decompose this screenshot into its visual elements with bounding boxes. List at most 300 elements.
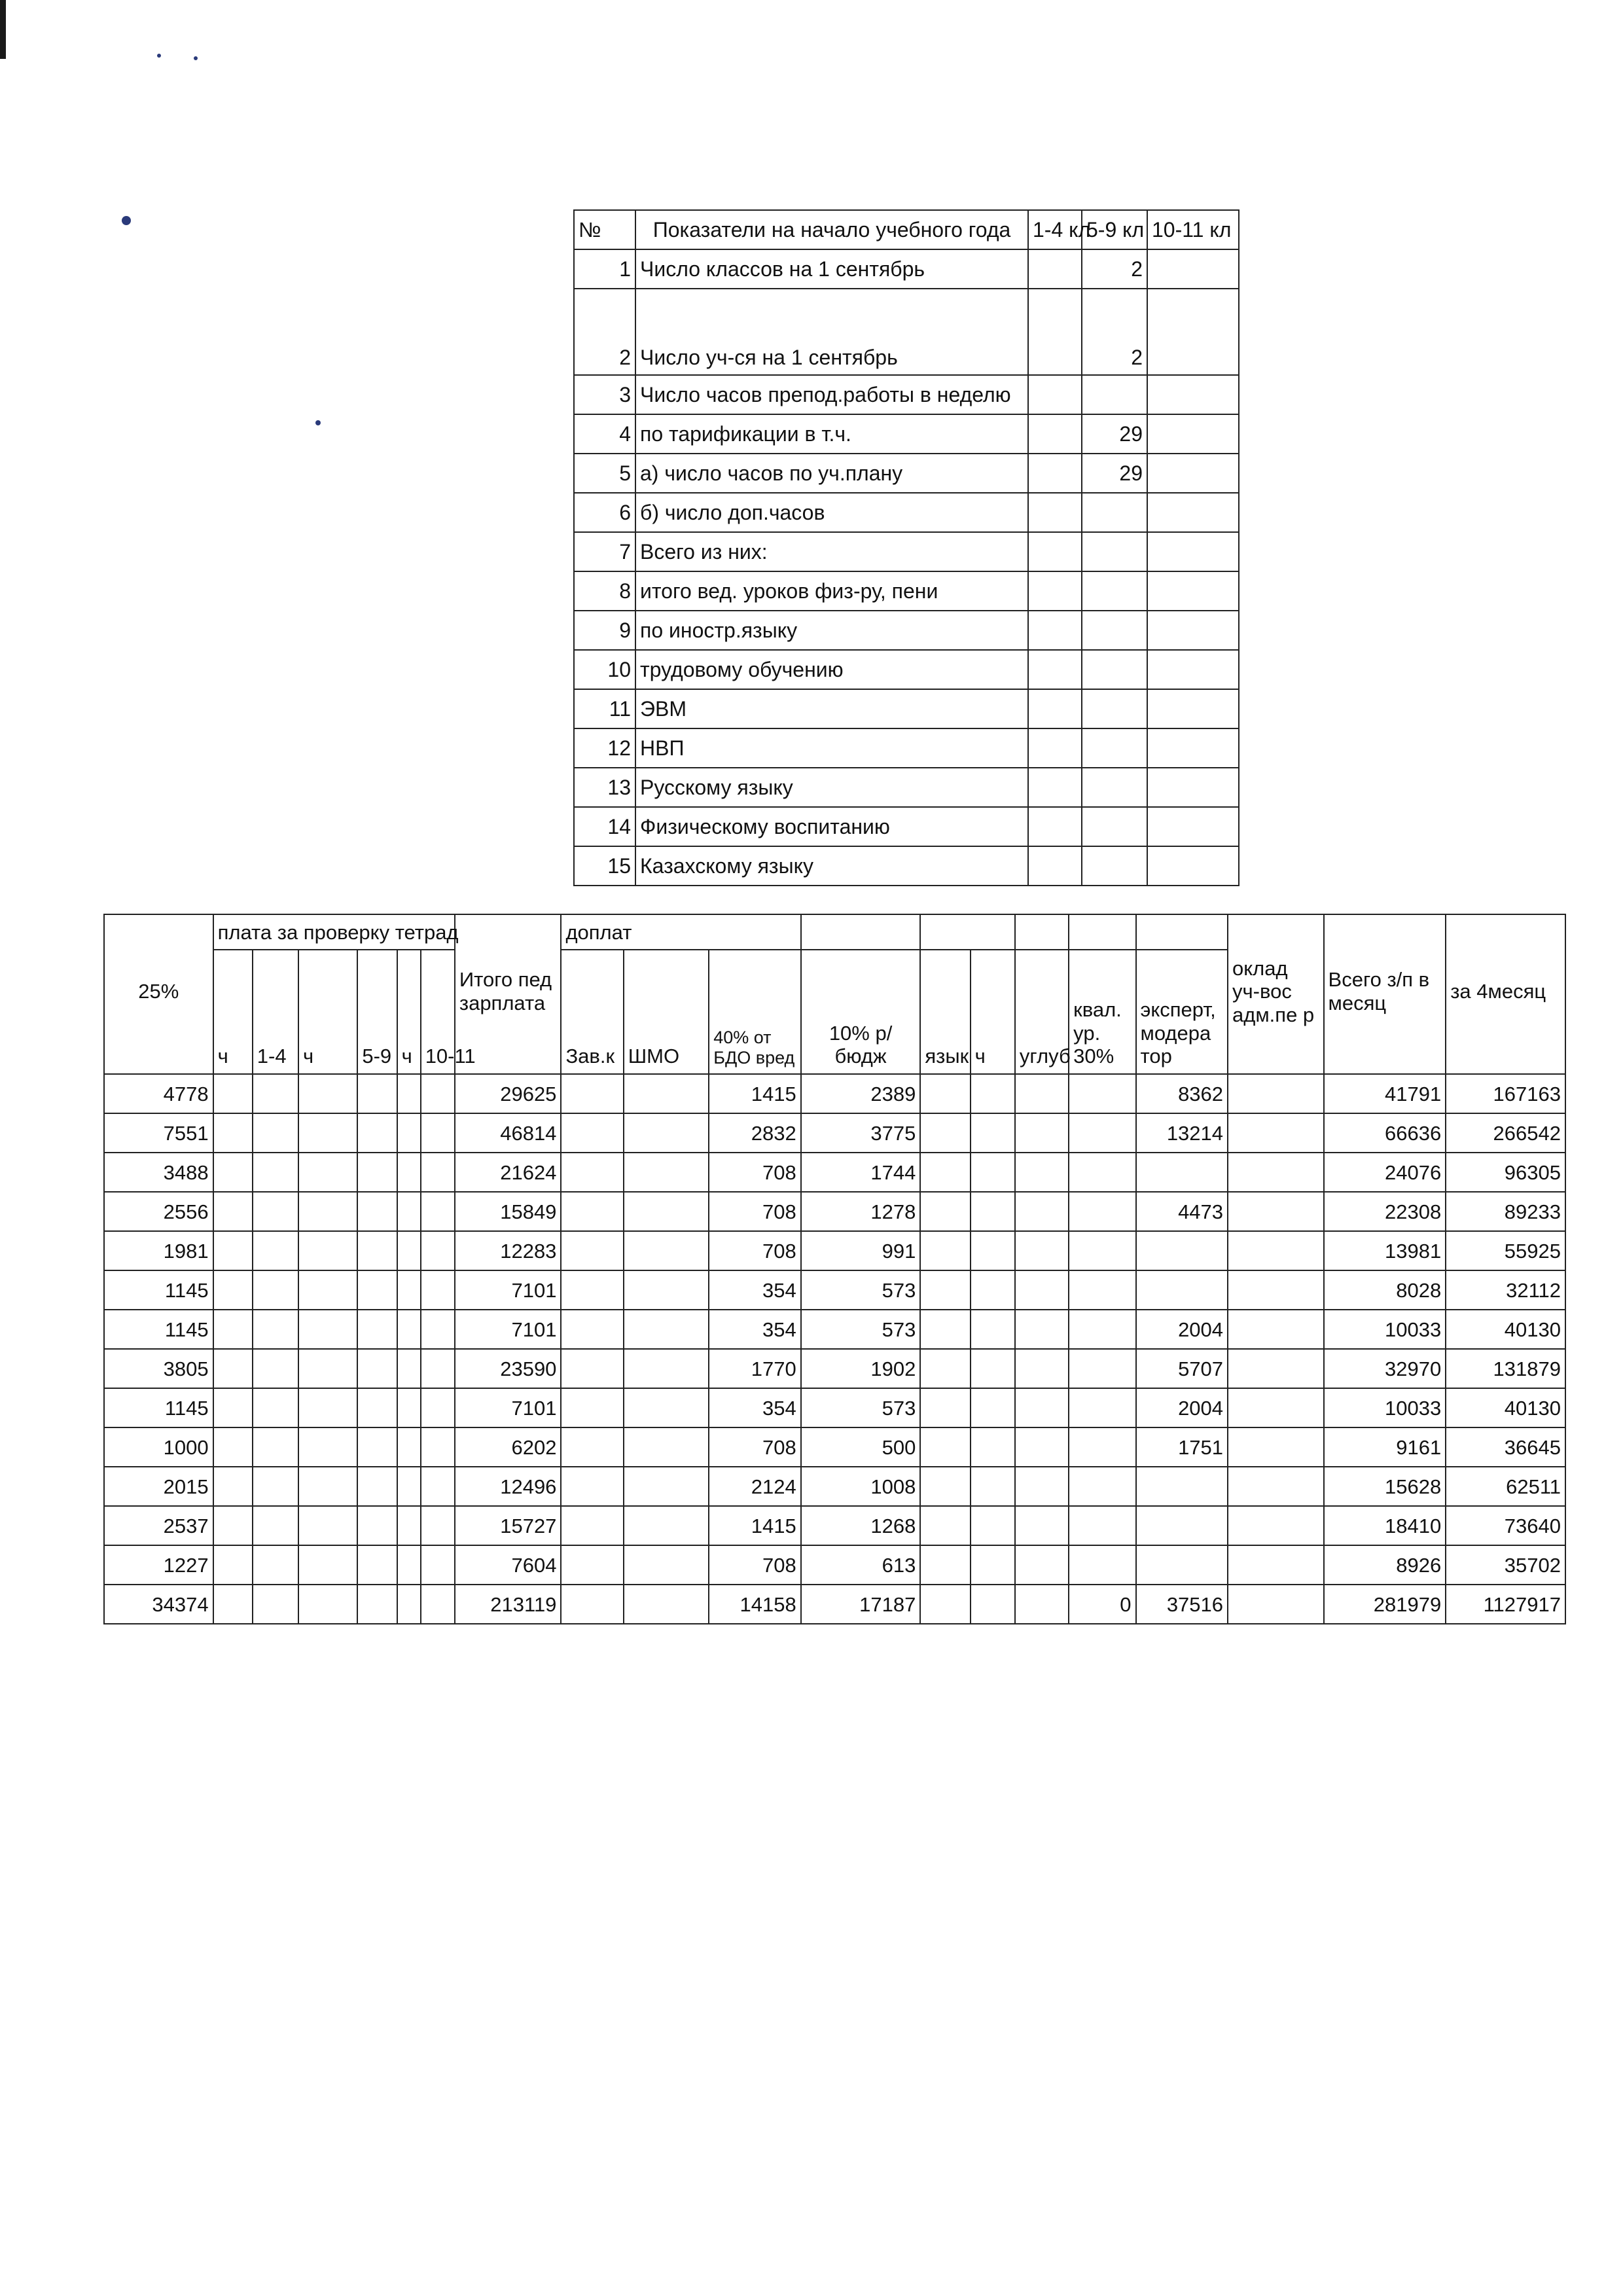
indicators-table — [573, 209, 1240, 886]
indicator-grades-1-4 — [1028, 650, 1082, 689]
indicator-grades-5-9: 2 — [1082, 249, 1147, 289]
cell-empty — [920, 1427, 970, 1467]
cell-empty — [971, 1585, 1015, 1624]
cell-empty — [253, 1270, 298, 1310]
cell-empty — [253, 1506, 298, 1545]
indicator-grades-10-11 — [1147, 689, 1239, 728]
cell-empty — [1228, 1310, 1324, 1349]
col-grades-5-9: 5-9 — [357, 950, 397, 1074]
cell-budg10: 1008 — [801, 1467, 921, 1506]
cell-empty — [298, 1231, 357, 1270]
cell-za4: 55925 — [1446, 1231, 1565, 1270]
cell-empty — [971, 1467, 1015, 1506]
cell-empty — [253, 1545, 298, 1585]
indicator-grades-10-11 — [1147, 532, 1239, 571]
cell-expert — [1136, 1467, 1228, 1506]
cell-itogo: 23590 — [455, 1349, 562, 1388]
cell-empty — [298, 1388, 357, 1427]
indicators-header-row — [574, 210, 1239, 249]
header-no: № — [574, 210, 635, 249]
cell-empty — [1228, 1585, 1324, 1624]
cell-empty — [421, 1427, 455, 1467]
cell-empty — [561, 1349, 623, 1388]
indicator-number: 15 — [574, 846, 635, 886]
cell-kval — [1069, 1153, 1135, 1192]
cell-itogo: 15849 — [455, 1192, 562, 1231]
cell-vsego: 8028 — [1324, 1270, 1446, 1310]
cell-empty — [624, 1310, 709, 1349]
cell-empty — [357, 1231, 397, 1270]
indicator-number: 7 — [574, 532, 635, 571]
cell-empty — [1015, 1506, 1069, 1545]
cell-kval — [1069, 1310, 1135, 1349]
scan-speck — [122, 216, 131, 225]
indicator-grades-1-4 — [1028, 414, 1082, 454]
cell-empty — [253, 1153, 298, 1192]
cell-pct25: 1145 — [104, 1310, 213, 1349]
group-blank — [920, 914, 1015, 950]
cell-pct25: 2015 — [104, 1467, 213, 1506]
cell-empty — [1015, 1349, 1069, 1388]
indicator-label: Число классов на 1 сентябрь — [635, 249, 1028, 289]
cell-itogo: 7101 — [455, 1270, 562, 1310]
cell-empty — [397, 1388, 421, 1427]
indicator-grades-10-11 — [1147, 249, 1239, 289]
cell-vsego: 281979 — [1324, 1585, 1446, 1624]
cell-bdo40: 1770 — [709, 1349, 801, 1388]
cell-pct25: 1145 — [104, 1388, 213, 1427]
cell-empty — [298, 1192, 357, 1231]
cell-empty — [298, 1270, 357, 1310]
cell-expert: 2004 — [1136, 1310, 1228, 1349]
cell-empty — [397, 1467, 421, 1506]
cell-empty — [357, 1270, 397, 1310]
cell-empty — [421, 1153, 455, 1192]
col-bdo40: 40% от БДО вред — [709, 950, 801, 1074]
col-zavk: Зав.к — [561, 950, 623, 1074]
indicator-grades-10-11 — [1147, 414, 1239, 454]
cell-bdo40: 708 — [709, 1545, 801, 1585]
cell-empty — [357, 1506, 397, 1545]
cell-empty — [624, 1074, 709, 1113]
cell-empty — [213, 1153, 253, 1192]
cell-expert: 37516 — [1136, 1585, 1228, 1624]
cell-empty — [1015, 1153, 1069, 1192]
indicator-grades-10-11 — [1147, 846, 1239, 886]
cell-kval — [1069, 1388, 1135, 1427]
cell-itogo: 29625 — [455, 1074, 562, 1113]
cell-empty — [357, 1153, 397, 1192]
indicator-grades-5-9 — [1082, 532, 1147, 571]
cell-empty — [421, 1270, 455, 1310]
cell-expert — [1136, 1506, 1228, 1545]
indicator-row — [574, 807, 1239, 846]
cell-kval — [1069, 1467, 1135, 1506]
cell-pct25: 2556 — [104, 1192, 213, 1231]
cell-empty — [397, 1310, 421, 1349]
salary-total-row — [104, 1585, 1565, 1624]
cell-empty — [1015, 1231, 1069, 1270]
salary-row — [104, 1506, 1565, 1545]
cell-empty — [920, 1074, 970, 1113]
cell-empty — [213, 1270, 253, 1310]
cell-empty — [561, 1506, 623, 1545]
cell-empty — [561, 1270, 623, 1310]
indicator-number: 13 — [574, 768, 635, 807]
indicator-grades-5-9 — [1082, 846, 1147, 886]
indicator-grades-5-9 — [1082, 807, 1147, 846]
salary-row — [104, 1467, 1565, 1506]
cell-bdo40: 708 — [709, 1153, 801, 1192]
salary-row — [104, 1388, 1565, 1427]
col-25pct: 25% — [104, 914, 213, 1074]
cell-pct25: 2537 — [104, 1506, 213, 1545]
cell-empty — [971, 1310, 1015, 1349]
cell-pct25: 1227 — [104, 1545, 213, 1585]
indicator-label: по тарификации в т.ч. — [635, 414, 1028, 454]
indicator-number: 2 — [574, 289, 635, 375]
indicator-row — [574, 532, 1239, 571]
indicator-row — [574, 768, 1239, 807]
cell-empty — [1228, 1231, 1324, 1270]
indicator-grades-1-4 — [1028, 611, 1082, 650]
cell-itogo: 46814 — [455, 1113, 562, 1153]
indicator-row — [574, 650, 1239, 689]
salary-row — [104, 1074, 1565, 1113]
col-uglub: углуб — [1015, 950, 1069, 1074]
cell-empty — [561, 1231, 623, 1270]
cell-empty — [920, 1545, 970, 1585]
cell-empty — [561, 1113, 623, 1153]
cell-itogo: 21624 — [455, 1153, 562, 1192]
cell-empty — [397, 1545, 421, 1585]
cell-bdo40: 14158 — [709, 1585, 801, 1624]
cell-empty — [1228, 1545, 1324, 1585]
cell-empty — [1228, 1506, 1324, 1545]
cell-empty — [298, 1074, 357, 1113]
cell-empty — [298, 1506, 357, 1545]
cell-empty — [920, 1388, 970, 1427]
cell-kval — [1069, 1113, 1135, 1153]
indicator-number: 3 — [574, 375, 635, 414]
indicator-number: 6 — [574, 493, 635, 532]
cell-empty — [397, 1113, 421, 1153]
cell-empty — [920, 1349, 970, 1388]
indicator-number: 11 — [574, 689, 635, 728]
cell-empty — [213, 1231, 253, 1270]
indicator-row — [574, 375, 1239, 414]
cell-empty — [397, 1427, 421, 1467]
cell-empty — [1228, 1113, 1324, 1153]
cell-empty — [971, 1506, 1015, 1545]
cell-empty — [421, 1388, 455, 1427]
cell-empty — [624, 1231, 709, 1270]
indicator-label: б) число доп.часов — [635, 493, 1028, 532]
cell-empty — [357, 1388, 397, 1427]
cell-bdo40: 354 — [709, 1388, 801, 1427]
salary-row — [104, 1545, 1565, 1585]
cell-empty — [421, 1192, 455, 1231]
cell-bdo40: 354 — [709, 1310, 801, 1349]
cell-empty — [253, 1310, 298, 1349]
cell-kval — [1069, 1427, 1135, 1467]
indicator-grades-5-9 — [1082, 375, 1147, 414]
indicator-row — [574, 414, 1239, 454]
cell-empty — [561, 1545, 623, 1585]
indicator-grades-5-9 — [1082, 728, 1147, 768]
cell-empty — [624, 1427, 709, 1467]
indicator-number: 14 — [574, 807, 635, 846]
indicator-grades-1-4 — [1028, 532, 1082, 571]
indicator-row — [574, 846, 1239, 886]
cell-empty — [357, 1349, 397, 1388]
cell-empty — [357, 1585, 397, 1624]
cell-za4: 89233 — [1446, 1192, 1565, 1231]
cell-empty — [357, 1467, 397, 1506]
cell-empty — [397, 1074, 421, 1113]
indicator-grades-10-11 — [1147, 807, 1239, 846]
cell-za4: 96305 — [1446, 1153, 1565, 1192]
cell-empty — [397, 1270, 421, 1310]
indicator-grades-5-9: 29 — [1082, 454, 1147, 493]
cell-expert: 8362 — [1136, 1074, 1228, 1113]
indicator-label: Русскому языку — [635, 768, 1028, 807]
indicator-grades-1-4 — [1028, 454, 1082, 493]
cell-empty — [253, 1074, 298, 1113]
cell-empty — [253, 1427, 298, 1467]
cell-empty — [421, 1585, 455, 1624]
col-ch: ч — [971, 950, 1015, 1074]
cell-expert — [1136, 1270, 1228, 1310]
cell-empty — [397, 1506, 421, 1545]
cell-pct25: 1145 — [104, 1270, 213, 1310]
indicator-row — [574, 493, 1239, 532]
indicator-grades-5-9 — [1082, 689, 1147, 728]
cell-empty — [624, 1388, 709, 1427]
cell-empty — [971, 1231, 1015, 1270]
cell-empty — [624, 1585, 709, 1624]
salary-group-header-row — [104, 914, 1565, 950]
cell-empty — [421, 1113, 455, 1153]
indicator-number: 9 — [574, 611, 635, 650]
cell-empty — [397, 1231, 421, 1270]
cell-empty — [397, 1585, 421, 1624]
salary-row — [104, 1192, 1565, 1231]
salary-row — [104, 1113, 1565, 1153]
cell-vsego: 8926 — [1324, 1545, 1446, 1585]
cell-budg10: 500 — [801, 1427, 921, 1467]
cell-za4: 167163 — [1446, 1074, 1565, 1113]
cell-empty — [213, 1545, 253, 1585]
cell-itogo: 6202 — [455, 1427, 562, 1467]
cell-vsego: 10033 — [1324, 1388, 1446, 1427]
cell-budg10: 613 — [801, 1545, 921, 1585]
cell-budg10: 3775 — [801, 1113, 921, 1153]
cell-kval — [1069, 1231, 1135, 1270]
cell-kval — [1069, 1506, 1135, 1545]
cell-empty — [920, 1506, 970, 1545]
group-blank — [1015, 914, 1069, 950]
cell-bdo40: 1415 — [709, 1074, 801, 1113]
cell-pct25: 7551 — [104, 1113, 213, 1153]
cell-empty — [1015, 1585, 1069, 1624]
group-doplat: доплат — [561, 914, 800, 950]
cell-za4: 1127917 — [1446, 1585, 1565, 1624]
indicator-grades-5-9: 29 — [1082, 414, 1147, 454]
cell-empty — [421, 1074, 455, 1113]
col-ch: ч — [298, 950, 357, 1074]
indicator-label: Всего из них: — [635, 532, 1028, 571]
col-grades-10-11: 10-11 — [421, 950, 455, 1074]
cell-empty — [1015, 1074, 1069, 1113]
cell-empty — [624, 1192, 709, 1231]
cell-empty — [421, 1545, 455, 1585]
cell-empty — [1228, 1388, 1324, 1427]
col-grades-1-4: 1-4 — [253, 950, 298, 1074]
col-za4: за 4месяц — [1446, 914, 1565, 1074]
salary-row — [104, 1231, 1565, 1270]
indicator-label: трудовому обучению — [635, 650, 1028, 689]
cell-budg10: 2389 — [801, 1074, 921, 1113]
scan-speck — [194, 56, 198, 60]
cell-empty — [561, 1388, 623, 1427]
cell-empty — [1015, 1310, 1069, 1349]
cell-empty — [971, 1153, 1015, 1192]
cell-itogo: 213119 — [455, 1585, 562, 1624]
col-shmo: ШМО — [624, 950, 709, 1074]
cell-empty — [357, 1427, 397, 1467]
col-oklad: оклад уч-вос адм.пе р — [1228, 914, 1324, 1074]
indicator-label: Число часов препод.работы в неделю — [635, 375, 1028, 414]
cell-expert: 4473 — [1136, 1192, 1228, 1231]
cell-kval — [1069, 1270, 1135, 1310]
cell-empty — [213, 1192, 253, 1231]
indicator-grades-5-9 — [1082, 650, 1147, 689]
cell-budg10: 1902 — [801, 1349, 921, 1388]
cell-vsego: 66636 — [1324, 1113, 1446, 1153]
cell-empty — [920, 1310, 970, 1349]
indicator-grades-10-11 — [1147, 571, 1239, 611]
cell-empty — [624, 1113, 709, 1153]
indicator-row — [574, 689, 1239, 728]
indicator-grades-1-4 — [1028, 493, 1082, 532]
cell-empty — [561, 1467, 623, 1506]
cell-empty — [421, 1310, 455, 1349]
cell-empty — [213, 1467, 253, 1506]
indicator-grades-1-4 — [1028, 768, 1082, 807]
cell-empty — [624, 1153, 709, 1192]
cell-bdo40: 2832 — [709, 1113, 801, 1153]
cell-empty — [624, 1467, 709, 1506]
cell-itogo: 12496 — [455, 1467, 562, 1506]
salary-row — [104, 1270, 1565, 1310]
cell-empty — [971, 1192, 1015, 1231]
cell-budg10: 1744 — [801, 1153, 921, 1192]
cell-empty — [1228, 1467, 1324, 1506]
cell-vsego: 13981 — [1324, 1231, 1446, 1270]
cell-kval — [1069, 1192, 1135, 1231]
scan-edge-mark — [0, 0, 6, 59]
cell-empty — [253, 1231, 298, 1270]
cell-budg10: 573 — [801, 1310, 921, 1349]
cell-za4: 32112 — [1446, 1270, 1565, 1310]
indicator-label: Физическому воспитанию — [635, 807, 1028, 846]
indicator-grades-10-11 — [1147, 493, 1239, 532]
indicator-grades-10-11 — [1147, 611, 1239, 650]
cell-vsego: 32970 — [1324, 1349, 1446, 1388]
cell-empty — [357, 1074, 397, 1113]
cell-empty — [397, 1153, 421, 1192]
indicator-grades-5-9 — [1082, 571, 1147, 611]
cell-empty — [213, 1113, 253, 1153]
cell-empty — [1228, 1192, 1324, 1231]
group-blank — [1069, 914, 1135, 950]
cell-empty — [971, 1427, 1015, 1467]
col-itogo: Итого пед зарплата — [455, 914, 562, 1074]
cell-kval — [1069, 1545, 1135, 1585]
salary-row — [104, 1310, 1565, 1349]
cell-vsego: 18410 — [1324, 1506, 1446, 1545]
col-yazyk: язык — [920, 950, 970, 1074]
cell-empty — [920, 1192, 970, 1231]
cell-empty — [920, 1270, 970, 1310]
cell-empty — [213, 1310, 253, 1349]
indicator-label: по иностр.языку — [635, 611, 1028, 650]
indicator-label: ЭВМ — [635, 689, 1028, 728]
indicator-row — [574, 611, 1239, 650]
cell-empty — [1228, 1270, 1324, 1310]
cell-empty — [213, 1506, 253, 1545]
cell-za4: 62511 — [1446, 1467, 1565, 1506]
group-notebook-check: плата за проверку тетрад — [213, 914, 455, 950]
indicator-label: Число уч-ся на 1 сентябрь — [635, 289, 1028, 375]
col-budg10: 10% р/бюдж — [801, 950, 921, 1074]
cell-empty — [213, 1074, 253, 1113]
cell-empty — [920, 1113, 970, 1153]
cell-empty — [920, 1231, 970, 1270]
col-kval: квал. ур. 30% — [1069, 950, 1135, 1074]
cell-empty — [298, 1310, 357, 1349]
group-blank — [1136, 914, 1228, 950]
cell-empty — [253, 1388, 298, 1427]
indicator-grades-1-4 — [1028, 571, 1082, 611]
cell-empty — [253, 1585, 298, 1624]
cell-expert: 13214 — [1136, 1113, 1228, 1153]
cell-vsego: 22308 — [1324, 1192, 1446, 1231]
cell-budg10: 991 — [801, 1231, 921, 1270]
cell-itogo: 7101 — [455, 1310, 562, 1349]
cell-bdo40: 708 — [709, 1231, 801, 1270]
indicator-grades-10-11 — [1147, 289, 1239, 375]
cell-empty — [298, 1467, 357, 1506]
cell-empty — [1228, 1349, 1324, 1388]
salary-table — [103, 914, 1566, 1624]
cell-empty — [920, 1585, 970, 1624]
cell-empty — [253, 1467, 298, 1506]
indicator-grades-1-4 — [1028, 289, 1082, 375]
indicator-label: итого вед. уроков физ-ру, пени — [635, 571, 1028, 611]
indicator-label: Казахскому языку — [635, 846, 1028, 886]
cell-vsego: 9161 — [1324, 1427, 1446, 1467]
indicator-grades-1-4 — [1028, 375, 1082, 414]
cell-empty — [971, 1545, 1015, 1585]
cell-empty — [971, 1388, 1015, 1427]
indicator-row — [574, 571, 1239, 611]
cell-budg10: 573 — [801, 1270, 921, 1310]
indicator-grades-10-11 — [1147, 768, 1239, 807]
cell-za4: 266542 — [1446, 1113, 1565, 1153]
cell-empty — [298, 1349, 357, 1388]
